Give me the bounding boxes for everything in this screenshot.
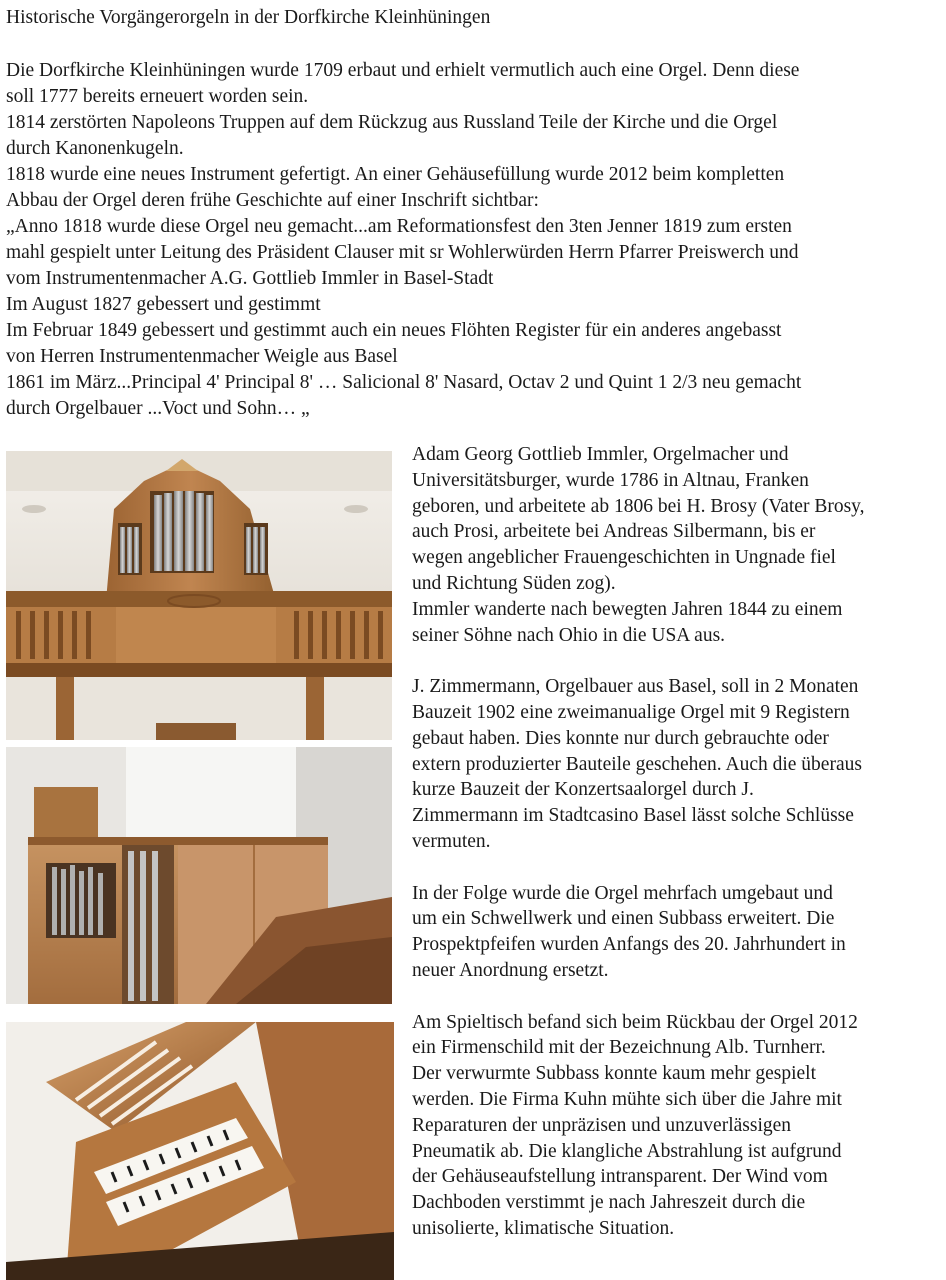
text-line: Pneumatik ab. Die klangliche Abstrahlung ist aufgrund (412, 1140, 842, 1162)
text-line: Reparaturen der unpräzisen und unzuverlässigen (412, 1114, 792, 1136)
organ-interior-photo (6, 747, 392, 1004)
intro-line: Im August 1827 gebessert und gestimmt (6, 294, 321, 315)
intro-line: von Herren Instrumentenmacher Weigle aus Basel (6, 346, 398, 367)
text-line: Dachboden verstimmt je nach Jahreszeit durch die (412, 1192, 806, 1214)
text-line: geboren, und arbeitete ab 1806 bei H. Brosy (Vater Brosy, (412, 495, 865, 517)
history-text-column (412, 442, 936, 1242)
intro-line: 1814 zerstörten Napoleons Truppen auf dem Rückzug aus Russland Teile der Kirche und die Orgel (6, 112, 778, 133)
text-line: werden. Die Firma Kuhn mühte sich über die Jahre mit (412, 1088, 842, 1110)
text-line: Der verwurmte Subbass konnte kaum mehr gespielt (412, 1063, 816, 1085)
text-line: vermuten. (412, 830, 491, 852)
intro-line: durch Orgelbauer ...Voct und Sohn… „ (6, 398, 310, 419)
text-line: Immler wanderte nach bewegten Jahren 1844 zu einem (412, 598, 843, 620)
text-line: extern produzierter Bauteile geschehen. Auch die überaus (412, 753, 862, 775)
text-line: gebaut haben. Dies konnte nur durch gebrauchte oder (412, 727, 829, 749)
text-line: ein Firmenschild mit der Bezeichnung Alb. Turnherr. (412, 1037, 826, 1059)
text-line: auch Prosi, arbeitete bei Andreas Silbermann, bis er (412, 521, 816, 543)
intro-line: Im Februar 1849 gebessert und gestimmt auch ein neues Flöhten Register für ein anderes angebasst (6, 320, 782, 341)
intro-line: 1818 wurde eine neues Instrument gefertigt. An einer Gehäusefüllung wurde 2012 beim kompletten (6, 164, 785, 185)
intro-line: soll 1777 bereits erneuert worden sein. (6, 86, 309, 107)
intro-line: Die Dorfkirche Kleinhüningen wurde 1709 erbaut und erhielt vermutlich auch eine Orgel. Denn diese (6, 60, 800, 81)
text-line: In der Folge wurde die Orgel mehrfach umgebaut und (412, 882, 833, 904)
paragraph-zimmermann (412, 674, 936, 855)
text-line: der Gehäuseaufstellung intransparent. Der Wind vom (412, 1166, 828, 1188)
paragraph-gap (412, 648, 936, 674)
intro-line: mahl gespielt unter Leitung des Präsident Clauser mit sr Wohlerwürden Herrn Pfarrer Preiswerch und (6, 242, 799, 263)
intro-line: vom Instrumentenmacher A.G. Gottlieb Immler in Basel-Stadt (6, 268, 494, 289)
text-line: kurze Bauzeit der Konzertsaalorgel durch J. (412, 779, 754, 801)
intro-text (6, 58, 938, 422)
document-title: Historische Vorgängerorgeln in der Dorfkirche Kleinhüningen (6, 7, 491, 28)
intro-line: durch Kanonenkugeln. (6, 138, 184, 159)
paragraph-gap (412, 855, 936, 881)
text-line: und Richtung Süden zog). (412, 572, 616, 594)
text-line: Adam Georg Gottlieb Immler, Orgelmacher und (412, 444, 789, 465)
intro-line: „Anno 1818 wurde diese Orgel neu gemacht...am Reformationsfest den 3ten Jenner 1819 zum ersten (6, 216, 792, 237)
text-line: Prospektpfeifen wurden Anfangs des 20. Jahrhundert in (412, 934, 846, 956)
text-line: Am Spieltisch befand sich beim Rückbau der Orgel 2012 (412, 1011, 858, 1033)
intro-line: 1861 im März...Principal 4' Principal 8' … Salicional 8' Nasard, Octav 2 und Quint 1 2/3 neu gemacht (6, 372, 802, 393)
text-line: seiner Söhne nach Ohio in die USA aus. (412, 624, 726, 646)
text-line: neuer Anordnung ersetzt. (412, 959, 609, 981)
text-line: J. Zimmermann, Orgelbauer aus Basel, soll in 2 Monaten (412, 676, 859, 698)
paragraph-umbau (412, 881, 936, 984)
text-line: wegen angeblicher Frauengeschichten in Ungnade fiel (412, 547, 836, 569)
text-line: um ein Schwellwerk und einen Subbass erweitert. Die (412, 908, 835, 930)
text-line: Universitätsburger, wurde 1786 in Altnau, Franken (412, 469, 809, 491)
text-line: Bauzeit 1902 eine zweimanualige Orgel mit 9 Registern (412, 701, 850, 723)
paragraph-gap (412, 984, 936, 1010)
intro-line: Abbau der Orgel deren frühe Geschichte auf einer Inschrift sichtbar: (6, 190, 539, 211)
organ-gallery-photo (6, 451, 392, 740)
text-line: unisolierte, klimatische Situation. (412, 1217, 675, 1239)
paragraph-immler (412, 442, 936, 648)
paragraph-spieltisch (412, 1010, 936, 1242)
organ-console-photo (6, 1022, 394, 1280)
text-line: Zimmermann im Stadtcasino Basel lässt solche Schlüsse (412, 805, 854, 827)
